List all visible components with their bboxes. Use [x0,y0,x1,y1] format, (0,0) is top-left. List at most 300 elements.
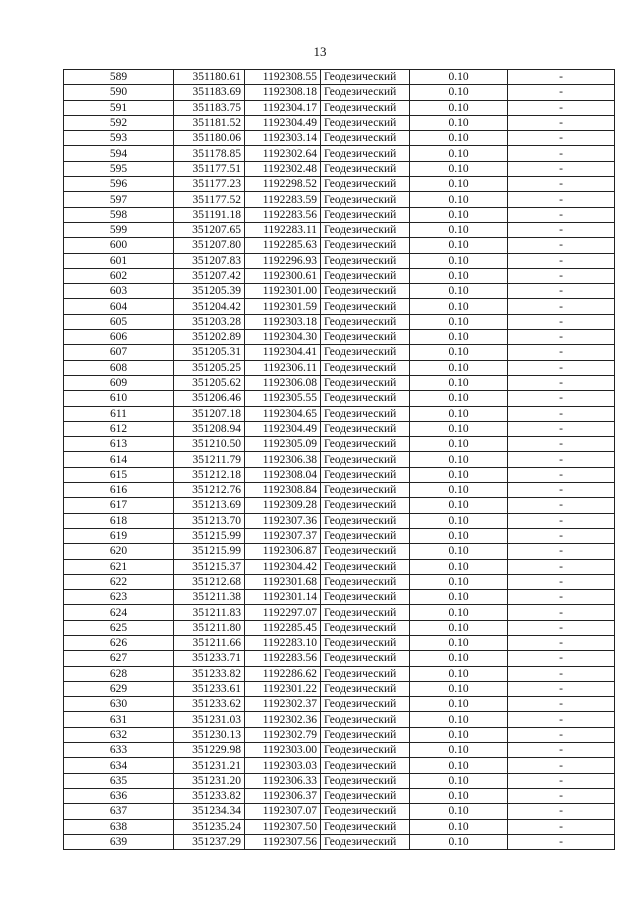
x-coordinate-cell: 351211.66 [174,635,245,650]
x-coordinate-cell: 351207.65 [174,222,245,237]
point-number-cell: 600 [64,238,174,253]
y-coordinate-cell: 1192285.45 [245,620,321,635]
method-cell: Геодезический [321,146,410,161]
x-coordinate-cell: 351178.85 [174,146,245,161]
point-number-cell: 598 [64,207,174,222]
point-number-cell: 596 [64,177,174,192]
table-row [64,758,615,773]
method-cell: Геодезический [321,788,410,803]
table-row [64,177,615,192]
x-coordinate-cell: 351207.18 [174,406,245,421]
method-cell: Геодезический [321,284,410,299]
point-number-cell: 619 [64,528,174,543]
x-coordinate-cell: 351229.98 [174,743,245,758]
x-coordinate-cell: 351213.70 [174,513,245,528]
page-number: 13 [313,44,327,59]
method-cell: Геодезический [321,115,410,130]
table-row [64,467,615,482]
note-cell: - [508,452,615,467]
x-coordinate-cell: 351204.42 [174,299,245,314]
y-coordinate-cell: 1192296.93 [245,253,321,268]
x-coordinate-cell: 351191.18 [174,207,245,222]
note-cell: - [508,681,615,696]
x-coordinate-cell: 351215.99 [174,544,245,559]
point-number-cell: 604 [64,299,174,314]
accuracy-cell: 0.10 [410,528,508,543]
method-cell: Геодезический [321,207,410,222]
y-coordinate-cell: 1192302.37 [245,697,321,712]
accuracy-cell: 0.10 [410,207,508,222]
method-cell: Геодезический [321,268,410,283]
y-coordinate-cell: 1192286.62 [245,666,321,681]
y-coordinate-cell: 1192305.55 [245,391,321,406]
accuracy-cell: 0.10 [410,574,508,589]
note-cell: - [508,544,615,559]
table-row [64,268,615,283]
method-cell: Геодезический [321,483,410,498]
point-number-cell: 611 [64,406,174,421]
point-number-cell: 638 [64,819,174,834]
point-number-cell: 616 [64,483,174,498]
x-coordinate-cell: 351206.46 [174,391,245,406]
y-coordinate-cell: 1192303.03 [245,758,321,773]
note-cell: - [508,635,615,650]
accuracy-cell: 0.10 [410,743,508,758]
x-coordinate-cell: 351205.25 [174,360,245,375]
y-coordinate-cell: 1192301.22 [245,681,321,696]
point-number-cell: 632 [64,727,174,742]
y-coordinate-cell: 1192304.49 [245,115,321,130]
x-coordinate-cell: 351231.20 [174,773,245,788]
note-cell: - [508,834,615,849]
accuracy-cell: 0.10 [410,253,508,268]
x-coordinate-cell: 351233.82 [174,788,245,803]
table-row [64,115,615,130]
x-coordinate-cell: 351212.68 [174,574,245,589]
point-number-cell: 635 [64,773,174,788]
point-number-cell: 594 [64,146,174,161]
method-cell: Геодезический [321,299,410,314]
point-number-cell: 615 [64,467,174,482]
note-cell: - [508,115,615,130]
table-row [64,498,615,513]
accuracy-cell: 0.10 [410,421,508,436]
accuracy-cell: 0.10 [410,70,508,85]
note-cell: - [508,804,615,819]
table-row [64,743,615,758]
method-cell: Геодезический [321,452,410,467]
y-coordinate-cell: 1192283.56 [245,651,321,666]
note-cell: - [508,605,615,620]
method-cell: Геодезический [321,192,410,207]
method-cell: Геодезический [321,605,410,620]
note-cell: - [508,467,615,482]
note-cell: - [508,498,615,513]
point-number-cell: 626 [64,635,174,650]
accuracy-cell: 0.10 [410,177,508,192]
y-coordinate-cell: 1192306.87 [245,544,321,559]
point-number-cell: 618 [64,513,174,528]
y-coordinate-cell: 1192304.41 [245,345,321,360]
point-number-cell: 629 [64,681,174,696]
note-cell: - [508,238,615,253]
method-cell: Геодезический [321,773,410,788]
accuracy-cell: 0.10 [410,85,508,100]
point-number-cell: 628 [64,666,174,681]
point-number-cell: 622 [64,574,174,589]
accuracy-cell: 0.10 [410,697,508,712]
note-cell: - [508,666,615,681]
method-cell: Геодезический [321,253,410,268]
note-cell: - [508,314,615,329]
table-row [64,161,615,176]
method-cell: Геодезический [321,375,410,390]
point-number-cell: 599 [64,222,174,237]
table-row [64,253,615,268]
table-row [64,238,615,253]
method-cell: Геодезический [321,758,410,773]
y-coordinate-cell: 1192306.11 [245,360,321,375]
note-cell: - [508,620,615,635]
table-row [64,284,615,299]
note-cell: - [508,177,615,192]
point-number-cell: 620 [64,544,174,559]
method-cell: Геодезический [321,712,410,727]
x-coordinate-cell: 351233.71 [174,651,245,666]
y-coordinate-cell: 1192283.11 [245,222,321,237]
accuracy-cell: 0.10 [410,544,508,559]
point-number-cell: 634 [64,758,174,773]
accuracy-cell: 0.10 [410,375,508,390]
point-number-cell: 636 [64,788,174,803]
y-coordinate-cell: 1192301.68 [245,574,321,589]
method-cell: Геодезический [321,391,410,406]
y-coordinate-cell: 1192301.00 [245,284,321,299]
x-coordinate-cell: 351207.83 [174,253,245,268]
x-coordinate-cell: 351213.69 [174,498,245,513]
y-coordinate-cell: 1192283.56 [245,207,321,222]
method-cell: Геодезический [321,330,410,345]
table-row [64,605,615,620]
method-cell: Геодезический [321,620,410,635]
method-cell: Геодезический [321,651,410,666]
y-coordinate-cell: 1192302.64 [245,146,321,161]
method-cell: Геодезический [321,100,410,115]
method-cell: Геодезический [321,222,410,237]
x-coordinate-cell: 351205.62 [174,375,245,390]
method-cell: Геодезический [321,177,410,192]
method-cell: Геодезический [321,666,410,681]
point-number-cell: 603 [64,284,174,299]
x-coordinate-cell: 351177.23 [174,177,245,192]
point-number-cell: 595 [64,161,174,176]
method-cell: Геодезический [321,834,410,849]
accuracy-cell: 0.10 [410,161,508,176]
table-row [64,375,615,390]
x-coordinate-cell: 351207.42 [174,268,245,283]
method-cell: Геодезический [321,513,410,528]
point-number-cell: 590 [64,85,174,100]
accuracy-cell: 0.10 [410,727,508,742]
note-cell: - [508,483,615,498]
x-coordinate-cell: 351208.94 [174,421,245,436]
point-number-cell: 633 [64,743,174,758]
note-cell: - [508,284,615,299]
y-coordinate-cell: 1192300.61 [245,268,321,283]
x-coordinate-cell: 351177.52 [174,192,245,207]
y-coordinate-cell: 1192304.49 [245,421,321,436]
table-row [64,727,615,742]
y-coordinate-cell: 1192302.36 [245,712,321,727]
table-body [64,70,615,850]
note-cell: - [508,161,615,176]
accuracy-cell: 0.10 [410,620,508,635]
accuracy-cell: 0.10 [410,483,508,498]
point-number-cell: 597 [64,192,174,207]
table-row [64,544,615,559]
note-cell: - [508,437,615,452]
table-row [64,513,615,528]
method-cell: Геодезический [321,727,410,742]
method-cell: Геодезический [321,406,410,421]
table-row [64,620,615,635]
x-coordinate-cell: 351233.61 [174,681,245,696]
method-cell: Геодезический [321,314,410,329]
accuracy-cell: 0.10 [410,131,508,146]
table-row [64,421,615,436]
accuracy-cell: 0.10 [410,360,508,375]
accuracy-cell: 0.10 [410,788,508,803]
table-row [64,452,615,467]
accuracy-cell: 0.10 [410,513,508,528]
accuracy-cell: 0.10 [410,635,508,650]
note-cell: - [508,222,615,237]
note-cell: - [508,253,615,268]
coordinates-table [63,69,615,850]
table-row [64,70,615,85]
method-cell: Геодезический [321,819,410,834]
y-coordinate-cell: 1192306.08 [245,375,321,390]
x-coordinate-cell: 351183.75 [174,100,245,115]
table-row [64,222,615,237]
point-number-cell: 613 [64,437,174,452]
accuracy-cell: 0.10 [410,406,508,421]
note-cell: - [508,345,615,360]
x-coordinate-cell: 351215.99 [174,528,245,543]
x-coordinate-cell: 351233.82 [174,666,245,681]
note-cell: - [508,70,615,85]
method-cell: Геодезический [321,697,410,712]
y-coordinate-cell: 1192306.37 [245,788,321,803]
table-row [64,590,615,605]
method-cell: Геодезический [321,131,410,146]
x-coordinate-cell: 351231.21 [174,758,245,773]
method-cell: Геодезический [321,437,410,452]
table-row [64,666,615,681]
method-cell: Геодезический [321,238,410,253]
y-coordinate-cell: 1192308.84 [245,483,321,498]
table-row [64,131,615,146]
table-row [64,712,615,727]
accuracy-cell: 0.10 [410,345,508,360]
point-number-cell: 601 [64,253,174,268]
x-coordinate-cell: 351211.38 [174,590,245,605]
y-coordinate-cell: 1192301.59 [245,299,321,314]
accuracy-cell: 0.10 [410,238,508,253]
accuracy-cell: 0.10 [410,819,508,834]
y-coordinate-cell: 1192306.33 [245,773,321,788]
accuracy-cell: 0.10 [410,681,508,696]
note-cell: - [508,697,615,712]
y-coordinate-cell: 1192283.10 [245,635,321,650]
point-number-cell: 637 [64,804,174,819]
method-cell: Геодезический [321,635,410,650]
note-cell: - [508,85,615,100]
note-cell: - [508,146,615,161]
point-number-cell: 609 [64,375,174,390]
point-number-cell: 610 [64,391,174,406]
point-number-cell: 602 [64,268,174,283]
accuracy-cell: 0.10 [410,498,508,513]
y-coordinate-cell: 1192304.42 [245,559,321,574]
note-cell: - [508,819,615,834]
y-coordinate-cell: 1192302.48 [245,161,321,176]
x-coordinate-cell: 351180.06 [174,131,245,146]
table-row [64,207,615,222]
y-coordinate-cell: 1192305.09 [245,437,321,452]
table-row [64,330,615,345]
y-coordinate-cell: 1192306.38 [245,452,321,467]
table-row [64,528,615,543]
y-coordinate-cell: 1192298.52 [245,177,321,192]
accuracy-cell: 0.10 [410,605,508,620]
method-cell: Геодезический [321,70,410,85]
accuracy-cell: 0.10 [410,115,508,130]
table-row [64,360,615,375]
table-row [64,345,615,360]
y-coordinate-cell: 1192307.36 [245,513,321,528]
point-number-cell: 627 [64,651,174,666]
table-row [64,804,615,819]
accuracy-cell: 0.10 [410,100,508,115]
method-cell: Геодезический [321,743,410,758]
point-number-cell: 617 [64,498,174,513]
note-cell: - [508,590,615,605]
point-number-cell: 614 [64,452,174,467]
x-coordinate-cell: 351183.69 [174,85,245,100]
x-coordinate-cell: 351203.28 [174,314,245,329]
note-cell: - [508,207,615,222]
x-coordinate-cell: 351207.80 [174,238,245,253]
point-number-cell: 592 [64,115,174,130]
x-coordinate-cell: 351212.76 [174,483,245,498]
note-cell: - [508,299,615,314]
x-coordinate-cell: 351202.89 [174,330,245,345]
accuracy-cell: 0.10 [410,773,508,788]
x-coordinate-cell: 351177.51 [174,161,245,176]
note-cell: - [508,421,615,436]
x-coordinate-cell: 351215.37 [174,559,245,574]
table-row [64,574,615,589]
method-cell: Геодезический [321,498,410,513]
table-row [64,834,615,849]
table-row [64,299,615,314]
table-row [64,681,615,696]
note-cell: - [508,192,615,207]
x-coordinate-cell: 351235.24 [174,819,245,834]
method-cell: Геодезический [321,528,410,543]
note-cell: - [508,773,615,788]
x-coordinate-cell: 351234.34 [174,804,245,819]
x-coordinate-cell: 351181.52 [174,115,245,130]
table-row [64,773,615,788]
table-row [64,314,615,329]
note-cell: - [508,743,615,758]
point-number-cell: 639 [64,834,174,849]
y-coordinate-cell: 1192308.18 [245,85,321,100]
y-coordinate-cell: 1192304.30 [245,330,321,345]
table-row [64,100,615,115]
point-number-cell: 630 [64,697,174,712]
y-coordinate-cell: 1192309.28 [245,498,321,513]
table-row [64,697,615,712]
table-row [64,85,615,100]
note-cell: - [508,758,615,773]
table-row [64,391,615,406]
method-cell: Геодезический [321,544,410,559]
y-coordinate-cell: 1192307.07 [245,804,321,819]
point-number-cell: 621 [64,559,174,574]
point-number-cell: 623 [64,590,174,605]
table-row [64,819,615,834]
method-cell: Геодезический [321,681,410,696]
note-cell: - [508,788,615,803]
method-cell: Геодезический [321,345,410,360]
note-cell: - [508,375,615,390]
note-cell: - [508,528,615,543]
accuracy-cell: 0.10 [410,651,508,666]
accuracy-cell: 0.10 [410,391,508,406]
method-cell: Геодезический [321,559,410,574]
y-coordinate-cell: 1192303.14 [245,131,321,146]
point-number-cell: 591 [64,100,174,115]
accuracy-cell: 0.10 [410,758,508,773]
note-cell: - [508,391,615,406]
x-coordinate-cell: 351205.31 [174,345,245,360]
accuracy-cell: 0.10 [410,268,508,283]
note-cell: - [508,100,615,115]
accuracy-cell: 0.10 [410,299,508,314]
method-cell: Геодезический [321,804,410,819]
note-cell: - [508,513,615,528]
method-cell: Геодезический [321,360,410,375]
x-coordinate-cell: 351180.61 [174,70,245,85]
note-cell: - [508,360,615,375]
y-coordinate-cell: 1192297.07 [245,605,321,620]
accuracy-cell: 0.10 [410,192,508,207]
table-row [64,437,615,452]
table-row [64,406,615,421]
note-cell: - [508,651,615,666]
point-number-cell: 624 [64,605,174,620]
y-coordinate-cell: 1192304.65 [245,406,321,421]
point-number-cell: 612 [64,421,174,436]
x-coordinate-cell: 351211.80 [174,620,245,635]
x-coordinate-cell: 351212.18 [174,467,245,482]
method-cell: Геодезический [321,85,410,100]
accuracy-cell: 0.10 [410,804,508,819]
point-number-cell: 625 [64,620,174,635]
